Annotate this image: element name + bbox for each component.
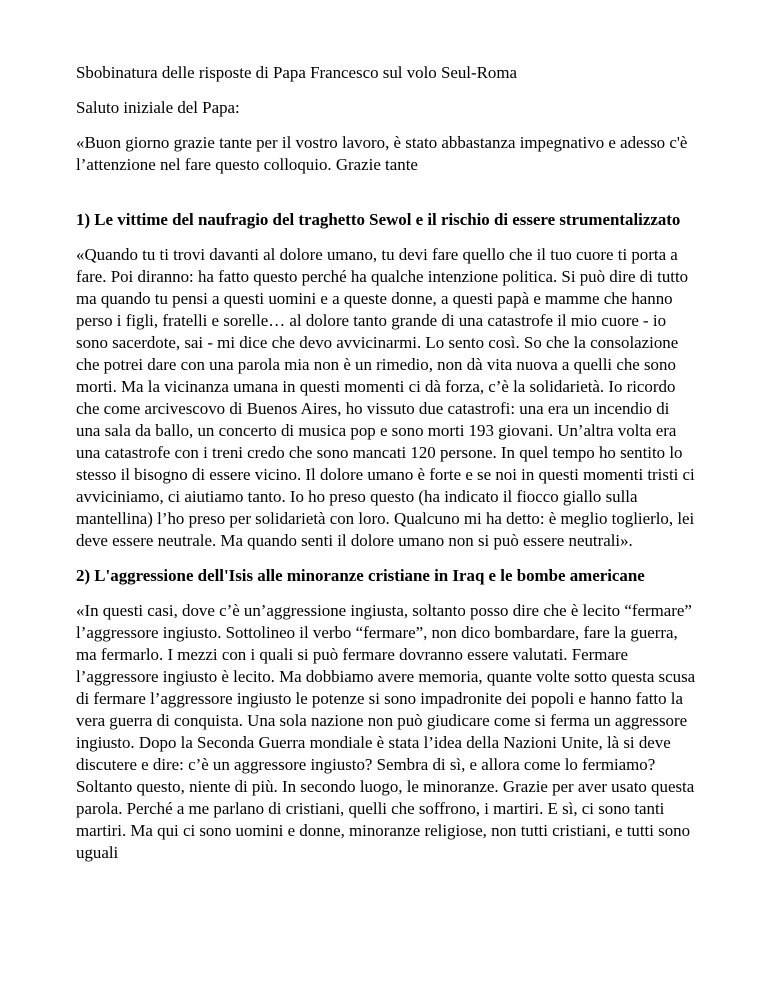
intro-label: Saluto iniziale del Papa: <box>76 98 240 117</box>
section-body-2: «In questi casi, dove c’è un’aggressione ingiusta, soltanto posso dire che è lecito “fermare” l’aggressore ingiusto. Sottolineo il verbo “fermare”, non dico bombardare, fare la guerra, ma fermarlo. I mezzi con i quali si può fermare dovranno essere valutati. Fermare l’aggressore ingiusto è lecito. Ma dobbiamo avere memoria, quante volte sotto questa scusa di fermare l’aggressore ingiusto le potenze si sono impadronite dei popoli e hanno fatto la vera guerra di conquista. Una sola nazione non può giudicare come si ferma un aggressore ingiusto. Dopo la Seconda Guerra mondiale è stata l’idea della Nazioni Unite, là si deve discutere e dire: c’è un aggressore ingiusto? Sembra di sì, e allora come lo fermiamo? Soltanto questo, niente di più. In secondo luogo, le minoranze. Grazie per aver usato questa parola. Perché a me parlano di cristiani, quelli che soffrono, i martiri. E sì, ci sono tanti martiri. Ma qui ci sono uomini e donne, minoranze religiose, non tutti cristiani, e tutti sono uguali <box>76 601 696 862</box>
section-heading-2: 2) L'aggressione dell'Isis alle minoranze cristiane in Iraq e le bombe americane <box>76 566 645 585</box>
document-page <box>76 62 696 877</box>
section-heading-1: 1) Le vittime del naufragio del traghetto Sewol e il rischio di essere strumentalizzato <box>76 210 681 229</box>
document-title: Sbobinatura delle risposte di Papa Francesco sul volo Seul-Roma <box>76 63 517 82</box>
section-body-1: «Quando tu ti trovi davanti al dolore umano, tu devi fare quello che il tuo cuore ti porta a fare. Poi diranno: ha fatto questo perché ha qualche intenzione politica. Si può dire di tutto ma quando tu pensi a questi uomini e a queste donne, a questi papà e mamme che hanno perso i figli, fratelli e sorelle… al dolore tanto grande di una catastrofe il mio cuore - io sono sacerdote, sai - mi dice che devo avvicinarmi. Lo sento così. So che la consolazione che potrei dare con una parola mia non è un rimedio, non dà vita nuova a quelli che sono morti. Ma la vicinanza umana in questi momenti ci dà forza, c’è la solidarietà. Io ricordo che come arcivescovo di Buenos Aires, ho vissuto due catastrofi: una era un incendio di una sala da ballo, un concerto di musica pop e sono morti 193 giovani. Un’altra volta era una catastrofe con i treni credo che sono mancati 120 persone. In quel tempo ho sentito lo stesso il bisogno di essere vicino. Il dolore umano è forte e se noi in questi momenti tristi ci avviciniamo, ci aiutiamo tanto. Io ho preso questo (ha indicato il fiocco giallo sulla mantellina) l’ho preso per solidarietà con loro. Qualcuno mi ha detto: è meglio toglierlo, lei deve essere neutrale. Ma quando senti il dolore umano non si può essere neutrali». <box>76 245 695 550</box>
blank-line <box>76 189 696 209</box>
intro-text: «Buon giorno grazie tante per il vostro lavoro, è stato abbastanza impegnativo e adesso c'è l’attenzione nel fare questo colloquio. Grazie tante <box>76 133 688 174</box>
